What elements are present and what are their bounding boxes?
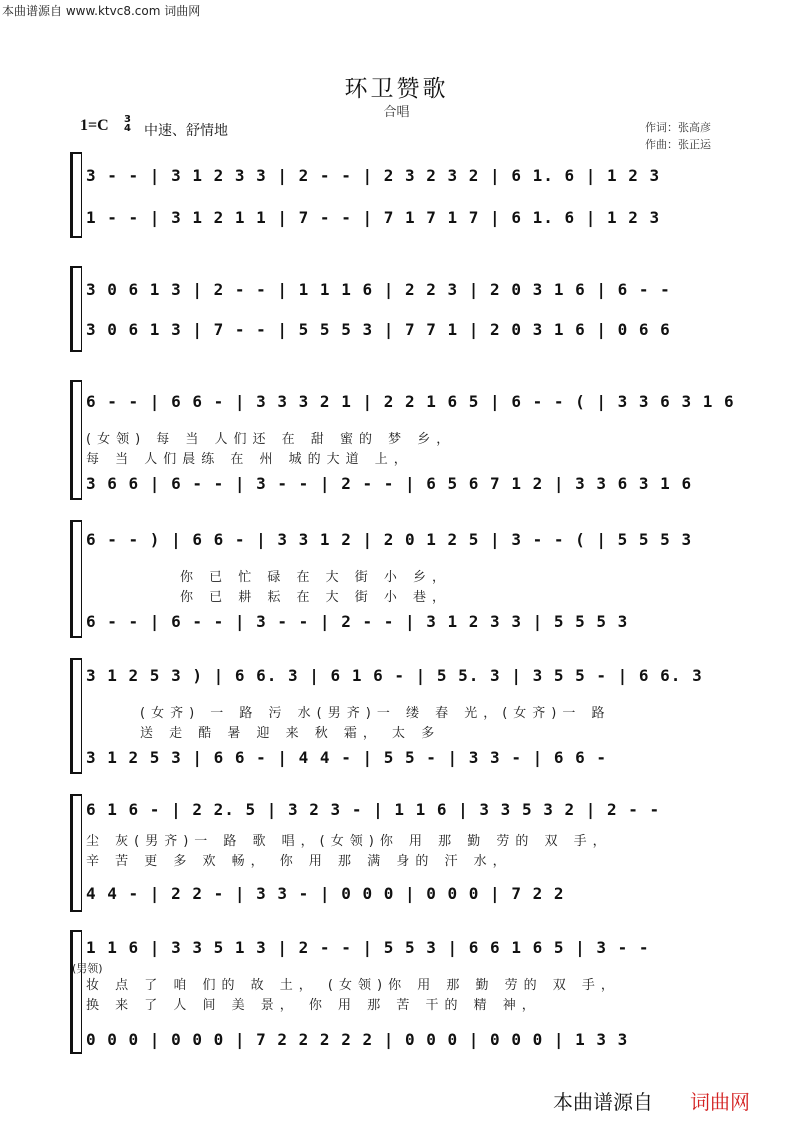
upper-voice: 6 - - | 6 6 - | 3 3 3 2 1 | 2 2 1 6 5 | 6 - - ( | 3 3 6 3 1 6 [86, 392, 735, 411]
score-system-6 [70, 794, 740, 912]
footer-site-name: 本曲谱源自 [553, 1090, 653, 1114]
lower-voice: 6 - - | 6 - - | 3 - - | 2 - - | 3 1 2 3 3 | 5 5 5 3 [86, 612, 629, 631]
lyric-line-2: 每 当 人们晨练 在 州 城的大道 上， [86, 452, 413, 467]
male-lead-marker: (男领) [72, 962, 103, 975]
lower-voice: 0 0 0 | 0 0 0 | 7 2 2 2 2 2 | 0 0 0 | 0 0 0 | 1 3 3 [86, 1030, 629, 1049]
system-line [81, 152, 82, 238]
lyricist-credit: 作词：张高彦 [645, 121, 711, 134]
score-system-4 [70, 520, 740, 638]
lyric-line-2: 你 已 耕 耘 在 大 街 小 巷， [180, 590, 452, 605]
system-line [81, 794, 82, 912]
meter-bottom: 4 [124, 123, 131, 134]
song-title: 环卫赞歌 [344, 76, 449, 102]
lyric-line-1: 尘 灰(男齐)一 路 歌 唱，(女领)你 用 那 勤 劳的 双 手， [86, 834, 612, 849]
system-brace [70, 930, 81, 1054]
system-brace [70, 152, 81, 238]
upper-voice: 3 - - | 3 1 2 3 3 | 2 - - | 2 3 2 3 2 | 6 1. 6 | 1 2 3 [86, 166, 661, 185]
lower-voice: 3 0 6 1 3 | 7 - - | 5 5 5 3 | 7 7 1 | 2 0 3 1 6 | 0 6 6 [86, 320, 671, 339]
upper-voice: 3 0 6 1 3 | 2 - - | 1 1 1 6 | 2 2 3 | 2 0 3 1 6 | 6 - - [86, 280, 671, 299]
lower-voice: 3 1 2 5 3 | 6 6 - | 4 4 - | 5 5 - | 3 3 - | 6 6 - [86, 748, 608, 767]
tempo-marking: 中速、舒情地 [144, 123, 228, 139]
score-system-3 [70, 380, 740, 500]
system-line [81, 266, 82, 352]
score-system-2 [70, 266, 740, 352]
footer-site-logo: 词曲网 [690, 1090, 750, 1114]
lyric-line-1: (女领) 每 当 人们还 在 甜 蜜的 梦 乡， [86, 432, 456, 447]
lyric-line-2: 送 走 酷 暑 迎 来 秋 霜， 太 多 [140, 726, 441, 741]
key-signature: 1=C [80, 117, 109, 134]
lyric-line-2: 辛 苦 更 多 欢 畅， 你 用 那 满 身的 汗 水， [86, 854, 512, 869]
system-brace [70, 380, 81, 500]
score-system-7 [70, 930, 740, 1054]
time-signature [124, 115, 131, 133]
system-brace [70, 520, 81, 638]
system-line [81, 658, 82, 774]
upper-voice: 6 - - ) | 6 6 - | 3 3 1 2 | 2 0 1 2 5 | 3 - - ( | 5 5 5 3 [86, 530, 693, 549]
score-system-5 [70, 658, 740, 774]
system-line [81, 930, 82, 1054]
system-line [81, 380, 82, 500]
lyric-line-1: (女齐) 一 路 污 水(男齐)一 缕 春 光，(女齐)一 路 [140, 706, 611, 721]
lyric-line-1: 你 已 忙 碌 在 大 街 小 乡， [180, 570, 452, 585]
system-brace [70, 794, 81, 912]
song-subtitle: 合唱 [383, 105, 410, 120]
lyric-line-2: 换 来 了 人 间 美 景， 你 用 那 苦 干的 精 神， [86, 998, 541, 1013]
lyric-line-1: 妆 点 了 咱 们的 故 土， (女领)你 用 那 勤 劳的 双 手， [86, 978, 620, 993]
upper-voice: 1 1 6 | 3 3 5 1 3 | 2 - - | 5 5 3 | 6 6 1 6 5 | 3 - - [86, 938, 650, 957]
upper-voice: 6 1 6 - | 2 2. 5 | 3 2 3 - | 1 1 6 | 3 3 5 3 2 | 2 - - [86, 800, 661, 819]
source-header: 本曲谱源自 www.ktvc8.com 词曲网 [2, 4, 201, 18]
composer-credit: 作曲：张正运 [645, 138, 711, 151]
upper-voice: 3 1 2 5 3 ) | 6 6. 3 | 6 1 6 - | 5 5. 3 | 3 5 5 - | 6 6. 3 [86, 666, 703, 685]
lower-voice: 1 - - | 3 1 2 1 1 | 7 - - | 7 1 7 1 7 | 6 1. 6 | 1 2 3 [86, 208, 661, 227]
system-brace [70, 266, 81, 352]
lower-voice: 3 6 6 | 6 - - | 3 - - | 2 - - | 6 5 6 7 1 2 | 3 3 6 3 1 6 [86, 474, 693, 493]
meter-top: 3 [124, 114, 131, 125]
lower-voice: 4 4 - | 2 2 - | 3 3 - | 0 0 0 | 0 0 0 | 7 2 2 [86, 884, 565, 903]
score-system-1 [70, 152, 740, 238]
system-brace [70, 658, 81, 774]
system-line [81, 520, 82, 638]
